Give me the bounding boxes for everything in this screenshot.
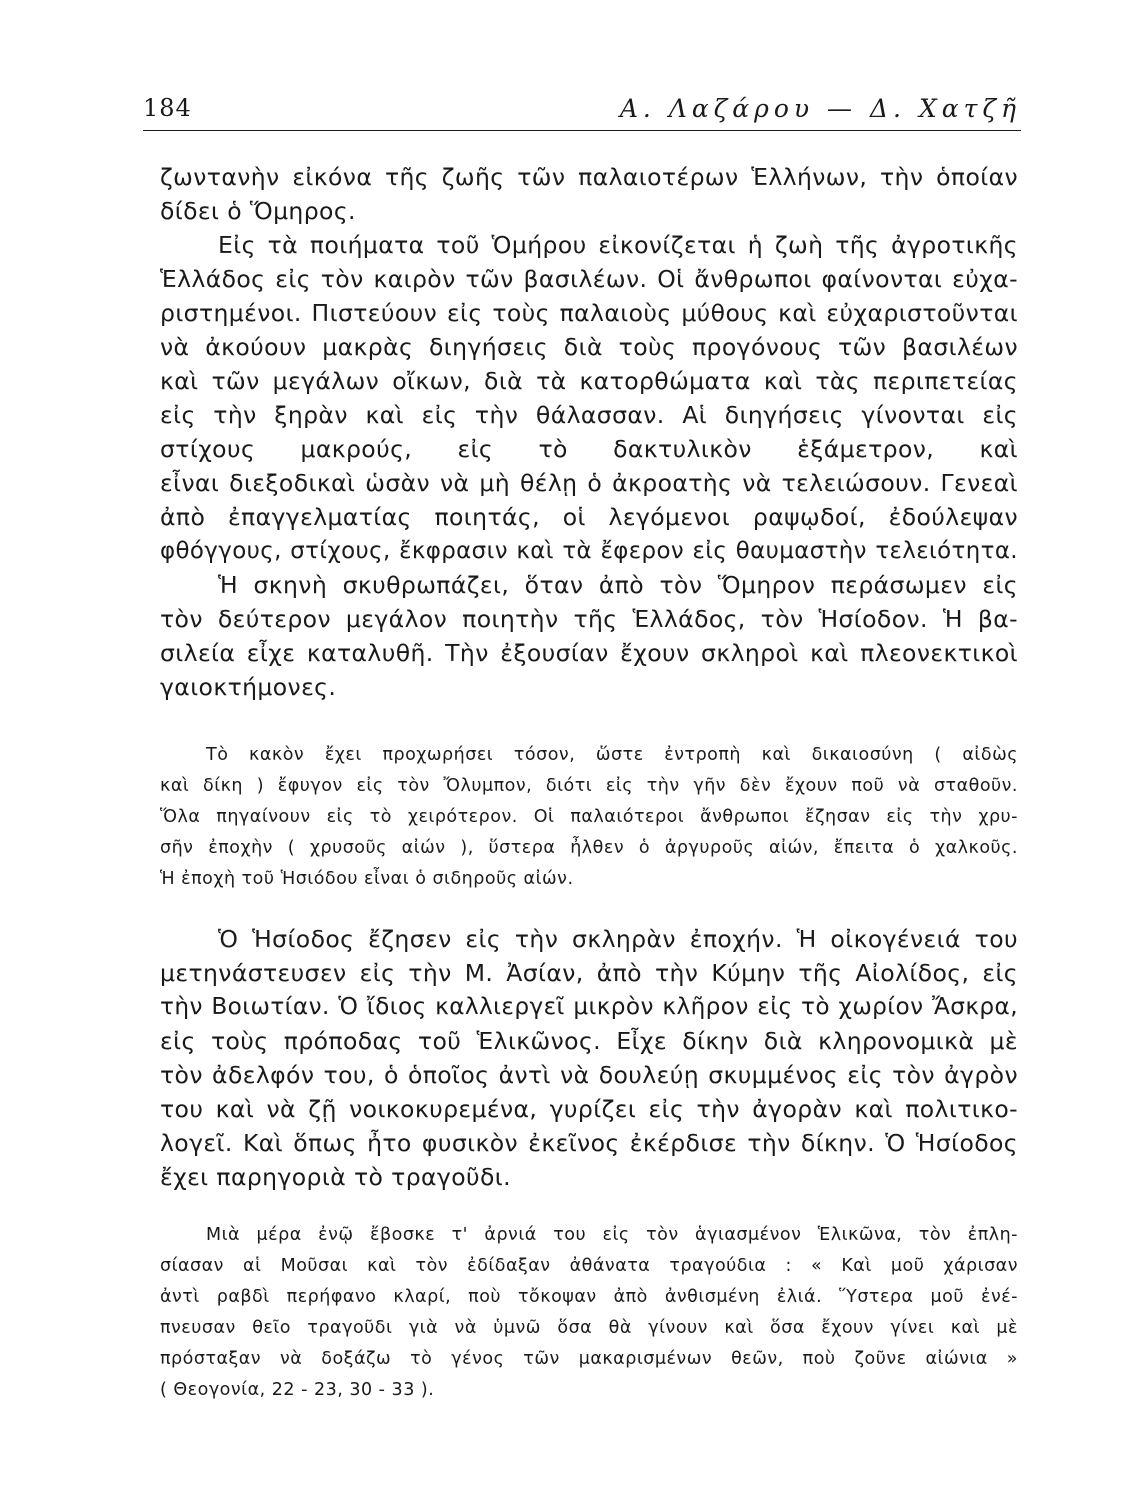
text-line: τὸν δεύτερον μεγάλον ποιητὴν τῆς Ἑλλάδος, τὸν Ἡσίοδον. Ἡ βα- [160, 605, 1018, 633]
text-line: εἶναι διεξοδικαὶ ὡσὰν νὰ μὴ θέλῃ ὁ ἀκροατὴς νὰ τελειώσουν. Γενεαὶ [160, 469, 1018, 497]
text-line: γαιοκτήμονες. [160, 673, 337, 701]
text-line: ἀπὸ ἐπαγγελματίας ποιητάς, οἱ λεγόμενοι ραψῳδοί, ἐδούλεψαν [160, 503, 1018, 531]
text-line: καὶ τῶν μεγάλων οἴκων, διὰ τὰ κατορθώματα καὶ τὰς περιπετείας [160, 367, 1018, 395]
text-line: εἰς τὴν ξηρὰν καὶ εἰς τὴν θάλασσαν. Αἱ διηγήσεις γίνονται εἰς [160, 401, 1018, 429]
text-line: μετηνάστευσεν εἰς τὴν Μ. Ἀσίαν, ἀπὸ τὴν Κύμην τῆς Αἰολίδος, εἰς [160, 959, 1018, 987]
text-line: τὴν Βοιωτίαν. Ὁ ἴδιος καλλιεργεῖ μικρὸν κλῆρον εἰς τὸ χωρίον Ἄσκρα, [160, 993, 1018, 1020]
text-line: ἔχει παρηγοριὰ τὸ τραγοῦδι. [160, 1163, 511, 1191]
text-line: Εἰς τὰ ποιήματα τοῦ Ὁμήρου εἰκονίζεται ἡ ζωὴ τῆς ἀγροτικῆς [218, 231, 1018, 259]
footnote-line: Ὅλα πηγαίνουν εἰς τὸ χειρότερον. Οἱ παλαιότεροι ἄνθρωποι ἔζησαν εἰς τὴν χρυ- [160, 807, 1018, 827]
text-line: Ἑλλάδος εἰς τὸν καιρὸν τῶν βασιλέων. Οἱ ἄνθρωποι φαίνονται εὐχα- [160, 265, 1018, 293]
footnote-block-1 [160, 740, 1018, 895]
footnote-line: σίασαν αἱ Μοῦσαι καὶ τὸν ἐδίδαξαν ἀθάνατα τραγούδια : « Καὶ μοῦ χάρισαν [160, 1256, 1018, 1276]
text-line: ζωντανὴν εἰκόνα τῆς ζωῆς τῶν παλαιοτέρων Ἑλλήνων, τὴν ὁποίαν [160, 163, 1018, 191]
text-line: νὰ ἀκούουν μακρὰς διηγήσεις διὰ τοὺς προγόνους τῶν βασιλέων [160, 333, 1018, 361]
text-line: ριστημένοι. Πιστεύουν εἰς τοὺς παλαιοὺς μύθους καὶ εὐχαριστοῦνται [160, 299, 1018, 327]
footnote-line: Τὸ κακὸν ἔχει προχωρήσει τόσον, ὥστε ἐντροπὴ καὶ δικαιοσύνη ( αἰδὼς [206, 745, 1018, 765]
text-line: δίδει ὁ Ὅμηρος. [160, 197, 356, 225]
text-line: του καὶ νὰ ζῇ νοικοκυρεμένα, γυρίζει εἰς τὴν ἀγορὰν καὶ πολιτικο- [160, 1095, 1018, 1123]
page-header [143, 92, 1021, 131]
text-line: στίχους μακρούς, εἰς τὸ δακτυλικὸν ἑξάμετρον, καὶ [160, 435, 1018, 463]
page-number: 184 [143, 94, 192, 122]
text-line: εἰς τοὺς πρόποδας τοῦ Ἑλικῶνος. Εἶχε δίκην διὰ κληρονομικὰ μὲ [160, 1027, 1018, 1055]
footnote-line: Ἡ ἐποχὴ τοῦ Ἡσιόδου εἶναι ὁ σιδηροῦς αἰών. [160, 869, 574, 889]
footnote-block-2 [160, 1220, 1018, 1406]
text-line: τὸν ἀδελφόν του, ὁ ὁποῖος ἀντὶ νὰ δουλεύῃ σκυμμένος εἰς τὸν ἀγρὸν [160, 1061, 1018, 1089]
text-line: λογεῖ. Καὶ ὅπως ἦτο φυσικὸν ἐκεῖνος ἐκέρδισε τὴν δίκην. Ὁ Ἡσίοδος [160, 1129, 1018, 1157]
footnote-line: σῆν ἐποχὴν ( χρυσοῦς αἰών ), ὕστερα ἦλθεν ὁ ἀργυροῦς αἰών, ἔπειτα ὁ χαλκοῦς. [160, 838, 1018, 858]
footnote-line: καὶ δίκη ) ἔφυγον εἰς τὸν Ὄλυμπον, διότι εἰς τὴν γῆν δὲν ἔχουν ποῦ νὰ σταθοῦν. [160, 776, 1018, 796]
footnote-line: πρόσταξαν νὰ δοξάζω τὸ γένος τῶν μακαρισμένων θεῶν, ποὺ ζοῦνε αἰώνια » [160, 1349, 1018, 1369]
main-text-part-1 [160, 160, 1018, 704]
main-text-part-2 [160, 922, 1018, 1194]
text-line: φθόγγους, στίχους, ἔκφρασιν καὶ τὰ ἔφερον εἰς θαυμαστὴν τελειότητα. [160, 538, 1018, 564]
footnote-line: Μιὰ μέρα ἐνῷ ἔβοσκε τ' ἀρνιά του εἰς τὸν ἁγιασμένον Ἑλικῶνα, τὸν ἐπλη- [206, 1225, 1018, 1245]
footnote-line: ( Θεογονία, 22 - 23, 30 - 33 ). [160, 1380, 435, 1400]
footnote-line: ἀντὶ ραβδὶ περήφανο κλαρί, ποὺ τὄκοψαν ἀπὸ ἀνθισμένη ἐλιά. Ὕστερα μοῦ ἐνέ- [160, 1287, 1018, 1307]
text-line: σιλεία εἶχε καταλυθῆ. Τὴν ἐξουσίαν ἔχουν σκληροὶ καὶ πλεονεκτικοὶ [160, 639, 1018, 667]
footnote-line: πνευσαν θεῖο τραγοῦδι γιὰ νὰ ὑμνῶ ὅσα θὰ γίνουν καὶ ὅσα ἔχουν γίνει καὶ μὲ [160, 1318, 1018, 1338]
running-title: Α. Λαζάρου — Δ. Χατζῆ [619, 94, 1021, 123]
text-line: Ἡ σκηνὴ σκυθρωπάζει, ὅταν ἀπὸ τὸν Ὅμηρον περάσωμεν εἰς [218, 571, 1018, 599]
text-line: Ὁ Ἡσίοδος ἔζησεν εἰς τὴν σκληρὰν ἐποχήν. Ἡ οἰκογένειά του [218, 925, 1018, 953]
